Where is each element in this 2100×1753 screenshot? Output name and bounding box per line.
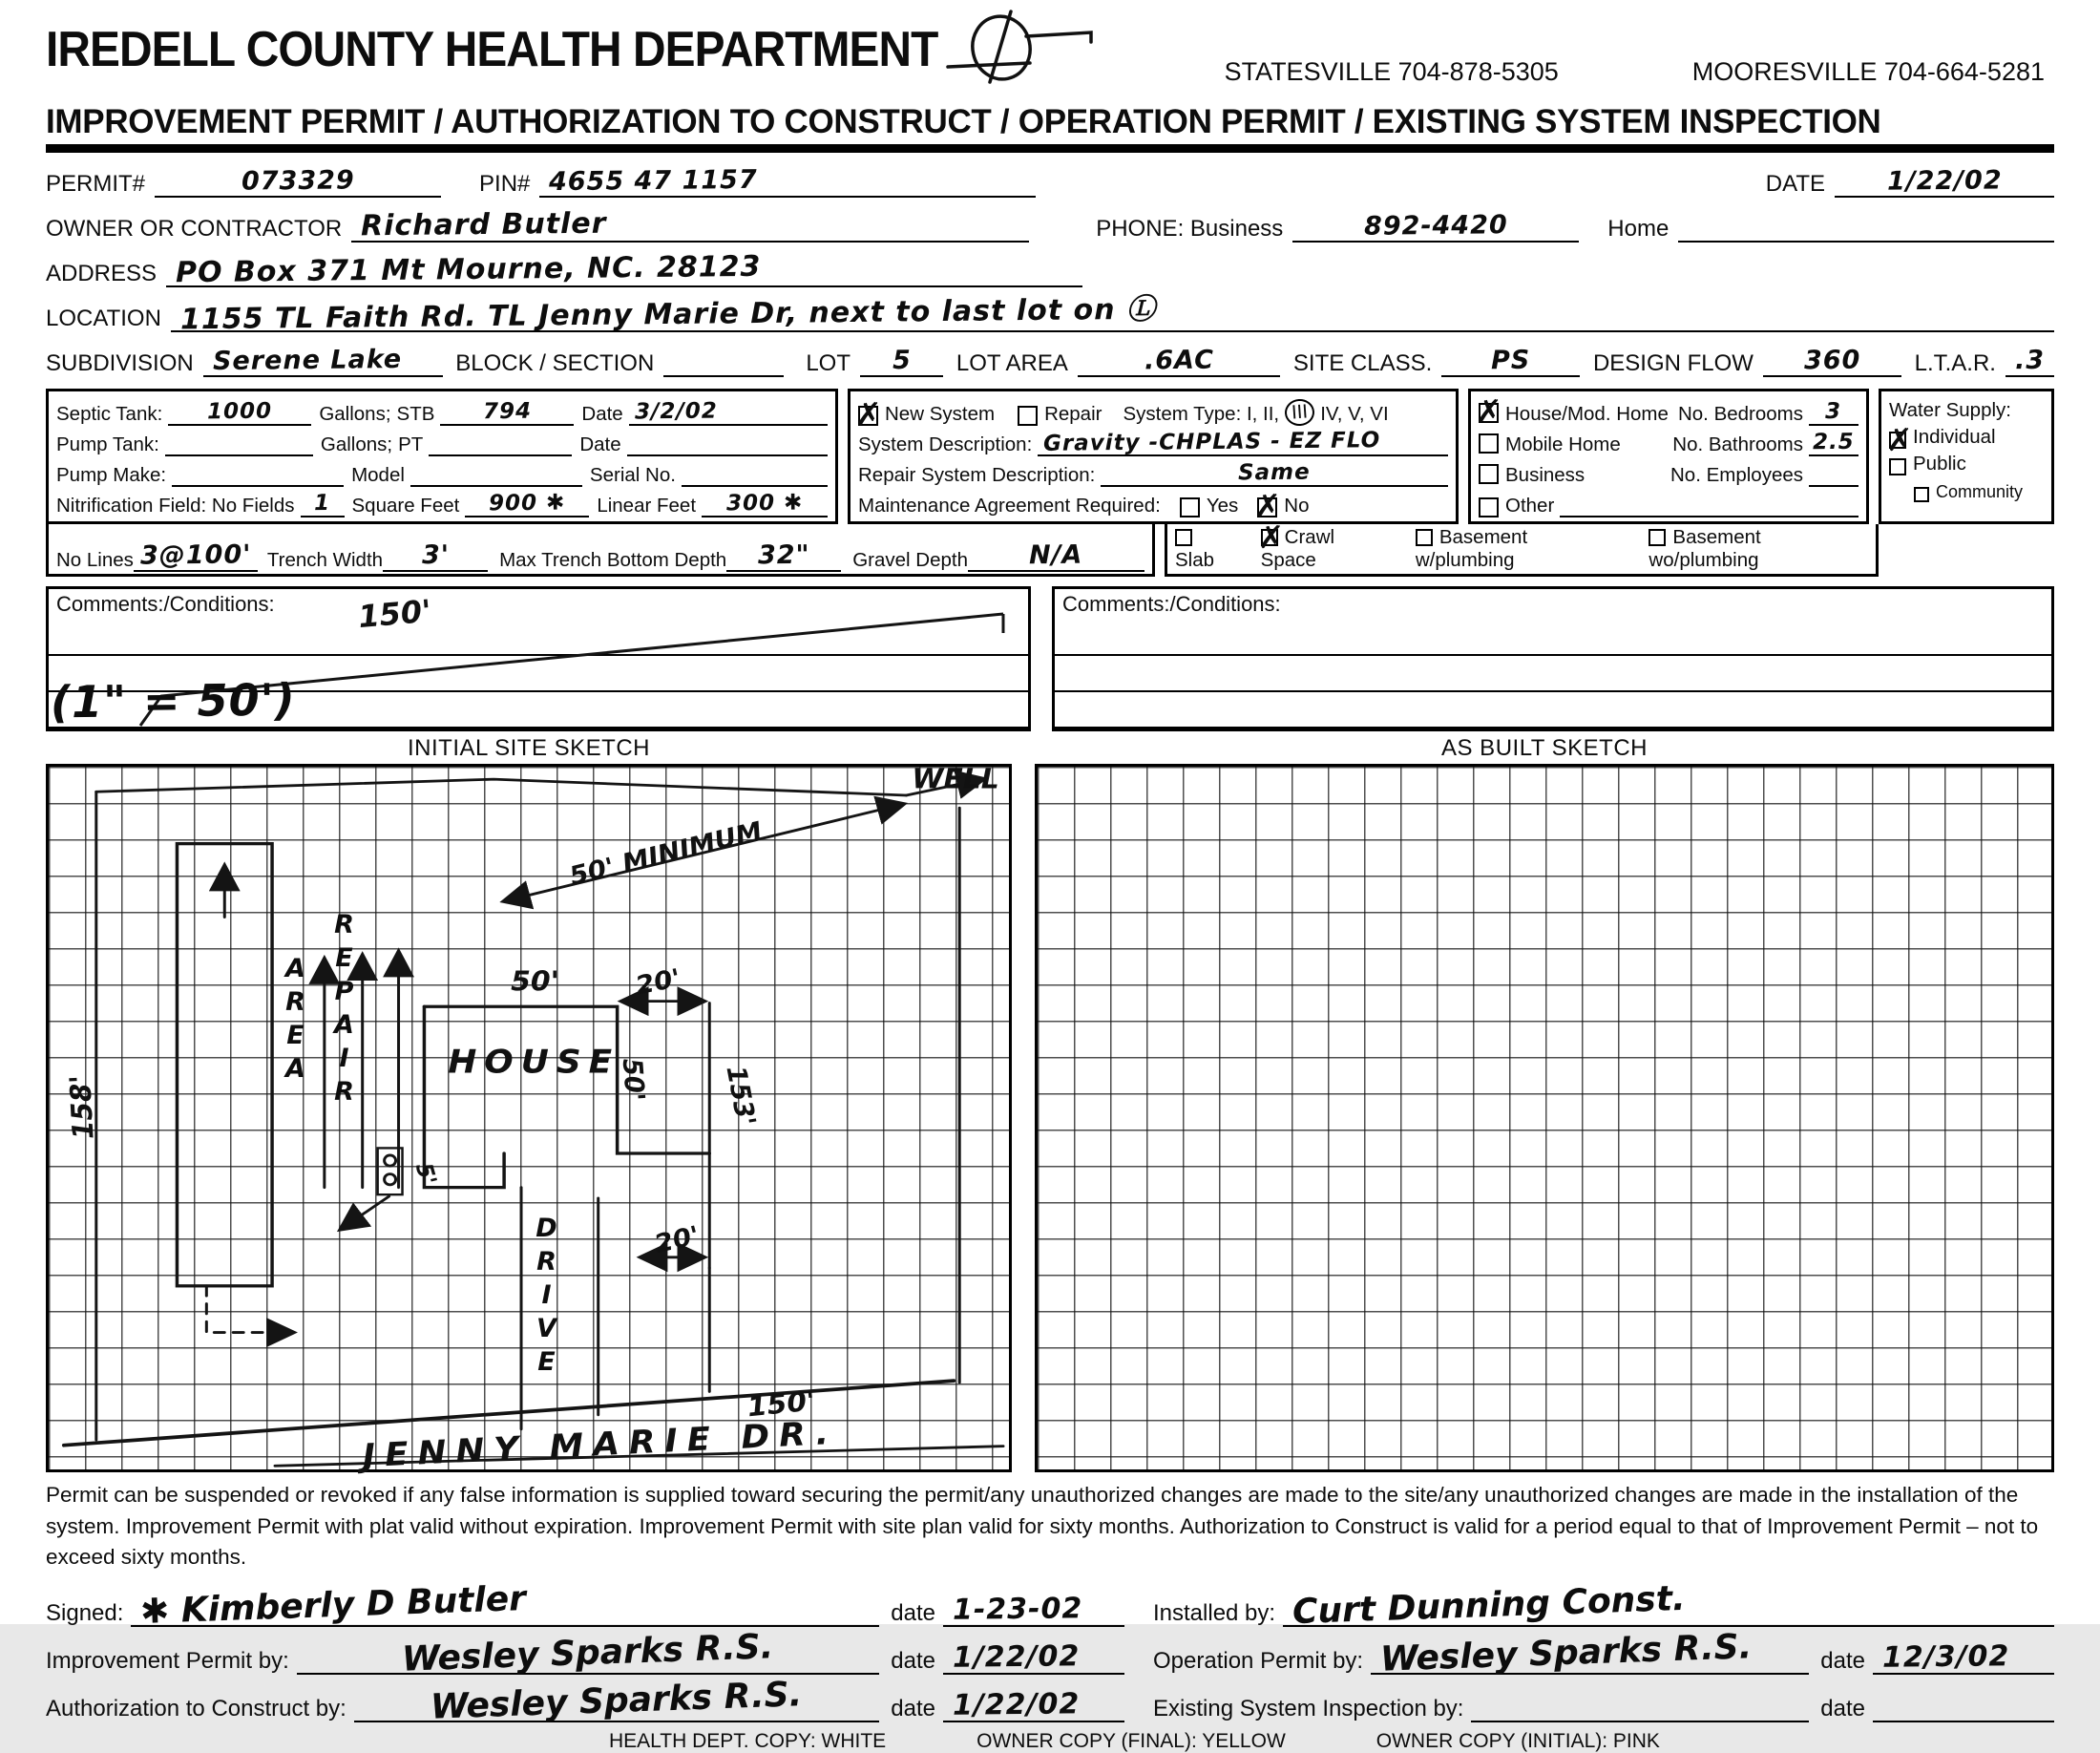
max-trench-field: 32" bbox=[726, 539, 841, 572]
comments-left-box bbox=[46, 586, 1031, 731]
phone-home-field bbox=[1678, 210, 2054, 243]
owner-label: OWNER OR CONTRACTOR bbox=[46, 216, 343, 242]
rule-line bbox=[1055, 620, 2051, 656]
operation-label: Operation Permit by: bbox=[1153, 1647, 1364, 1674]
checkbox-maint-yes bbox=[1180, 497, 1200, 517]
comments-left-label: Comments:/Conditions: bbox=[56, 592, 275, 616]
serial-field bbox=[682, 462, 828, 487]
dim-50-right: 50' bbox=[616, 1057, 650, 1103]
repair-desc-field: Same bbox=[1101, 461, 1448, 487]
maintenance-label: Maintenance Agreement Required: bbox=[858, 495, 1161, 517]
as-built-sketch-grid bbox=[1035, 764, 2054, 1472]
installed-field: Curt Dunning Const. bbox=[1283, 1586, 2054, 1627]
checkbox-individual: ✗ bbox=[1886, 421, 1913, 458]
checkbox-public bbox=[1889, 458, 1906, 475]
copy-labels bbox=[609, 1730, 2054, 1753]
copy-label-pink: OWNER COPY (INITIAL): PINK bbox=[1376, 1729, 1660, 1752]
as-built-sketch-col bbox=[1035, 735, 2054, 1472]
copy-label-yellow: OWNER COPY (FINAL): YELLOW bbox=[976, 1729, 1286, 1752]
nitrification-label: Nitrification Field: No Fields bbox=[56, 495, 295, 517]
linear-feet-field: 300 ✱ bbox=[702, 492, 828, 517]
employees-field bbox=[1809, 462, 1858, 487]
scale-note: (1" = 50') bbox=[50, 673, 296, 729]
structure-box: ✗ House/Mod. Home No. Bedrooms 3 Mobile Home No. Bathrooms 2.5 Business No. Employees Other bbox=[1468, 389, 1869, 524]
signed-row: Signed: ✱ Kimberly D Butler date 1-23-02 bbox=[46, 1583, 1124, 1627]
system-desc-label: System Description: bbox=[858, 433, 1033, 455]
checkbox-maint-no: ✗ bbox=[1254, 487, 1281, 524]
checkbox-community bbox=[1914, 487, 1929, 502]
crawl-label: Crawl Space bbox=[1260, 526, 1335, 571]
slab-label: Slab bbox=[1175, 549, 1215, 571]
checkbox-house: ✗ bbox=[1476, 392, 1502, 430]
trench-strip: No Lines 3@100' Trench Width 3' Max Trench Bottom Depth 32" Gravel Depth N/A bbox=[46, 524, 1155, 577]
individual-label: Individual bbox=[1913, 426, 1996, 448]
operation-date-field: 12/3/02 bbox=[1873, 1641, 2054, 1675]
improvement-date-field: 1/22/02 bbox=[943, 1641, 1124, 1675]
square-feet-field: 900 ✱ bbox=[465, 492, 589, 517]
drive-label: DRIVE bbox=[532, 1214, 561, 1381]
phone-business-field: 892-4420 bbox=[1292, 210, 1579, 243]
checkbox-crawl: ✗ bbox=[1257, 518, 1285, 556]
installed-label: Installed by: bbox=[1153, 1599, 1276, 1626]
no-lines-field: 3@100' bbox=[134, 539, 258, 572]
house-label: House/Mod. Home bbox=[1505, 403, 1669, 425]
header bbox=[46, 21, 2054, 103]
public-label: Public bbox=[1913, 453, 1966, 475]
stb-field: 794 bbox=[440, 400, 574, 426]
sketch-section bbox=[46, 735, 2054, 1476]
subdivision-field: Serene Lake bbox=[203, 345, 443, 377]
checkbox-mobile bbox=[1479, 433, 1499, 454]
road-label: JENNY MARIE DR. bbox=[361, 1414, 839, 1476]
mobile-label: Mobile Home bbox=[1505, 433, 1621, 455]
ltar-label: L.T.A.R. bbox=[1914, 350, 1996, 376]
gravel-depth-field: N/A bbox=[968, 539, 1144, 572]
site-class-field: PS bbox=[1441, 345, 1580, 377]
operation-row: Operation Permit by: Wesley Sparks R.S. date 12/3/02 bbox=[1153, 1631, 2054, 1675]
improvement-field: Wesley Sparks R.S. bbox=[297, 1634, 880, 1675]
dim-158: 158' bbox=[63, 1074, 100, 1141]
site-class-label: SITE CLASS. bbox=[1292, 350, 1433, 376]
dim-150-top: 150' bbox=[356, 592, 433, 636]
lot-field: 5 bbox=[860, 345, 943, 377]
checkbox-repair bbox=[1018, 406, 1038, 426]
authorization-label: Authorization to Construct by: bbox=[46, 1695, 346, 1721]
mooresville-phone: MOORESVILLE 704-664-5281 bbox=[1691, 57, 2045, 86]
copy-label-white: HEALTH DEPT. COPY: WHITE bbox=[609, 1729, 887, 1752]
initial-sketch-title: INITIAL SITE SKETCH bbox=[408, 735, 650, 761]
site-sketch-svg bbox=[49, 763, 1009, 1476]
subdivision-label: SUBDIVISION bbox=[46, 350, 194, 376]
dim-20-top: 20' bbox=[633, 963, 684, 1002]
signed-label: Signed: bbox=[46, 1599, 124, 1626]
improvement-row: Improvement Permit by: Wesley Sparks R.S. date 1/22/02 bbox=[46, 1631, 1124, 1675]
installed-row bbox=[1153, 1578, 2054, 1633]
date-field: 1/22/02 bbox=[1835, 165, 2054, 198]
tank-box: Septic Tank: 1000 Gallons; STB 794 Date 3/2/02 Pump Tank: Gallons; PT Date Pump Make: Model Serial No. Nitrification Field: No Fields 1 Square Feet 900 ✱ Linear Feet 300 ✱ bbox=[46, 389, 838, 524]
checkbox-slab bbox=[1175, 529, 1192, 546]
dim-20-bottom: 20' bbox=[651, 1220, 704, 1259]
permit-field: 073329 bbox=[155, 165, 441, 198]
lot-area-label: LOT AREA bbox=[956, 350, 1068, 376]
signature-section bbox=[46, 1578, 2054, 1727]
stb-date-field: 3/2/02 bbox=[629, 400, 828, 426]
repair-label: Repair bbox=[1044, 403, 1102, 425]
comments-section bbox=[46, 586, 2054, 731]
asterisk-mark: ✱ bbox=[139, 1591, 171, 1632]
other-field bbox=[1560, 493, 1858, 517]
system-desc-field: Gravity -CHPLAS - EZ FLO bbox=[1038, 431, 1448, 456]
statesville-phone: STATESVILLE 704-878-5305 bbox=[1224, 57, 1559, 86]
existing-field bbox=[1471, 1690, 1809, 1722]
authorization-row: Authorization to Construct by: Wesley Sparks R.S. date 1/22/02 bbox=[46, 1679, 1124, 1722]
block-section-label: BLOCK / SECTION bbox=[455, 350, 655, 376]
repair-desc-label: Repair System Description: bbox=[858, 464, 1096, 486]
location-row bbox=[46, 292, 2054, 337]
permit-row bbox=[46, 161, 2054, 198]
pt-field bbox=[429, 432, 572, 456]
well-label: WELL bbox=[912, 763, 999, 795]
dim-50-top: 50' bbox=[511, 965, 559, 998]
system-info-boxes bbox=[46, 389, 2054, 577]
x-mark: ✗ bbox=[855, 395, 882, 433]
septic-tank-label: Septic Tank: bbox=[56, 403, 163, 425]
house-label: HOUSE bbox=[448, 1044, 620, 1082]
date-label: DATE bbox=[1765, 171, 1825, 197]
location-field: 1155 TL Faith Rd. TL Jenny Marie Dr, next to last lot on Ⓛ bbox=[171, 299, 2054, 332]
system-type-label: System Type: I, II, bbox=[1123, 403, 1280, 425]
dim-153: 153' bbox=[720, 1064, 762, 1129]
basement-w-label: Basement w/plumbing bbox=[1415, 526, 1528, 571]
pump-make-label: Pump Make: bbox=[56, 464, 167, 486]
owner-row bbox=[46, 206, 2054, 243]
phone-business-label: PHONE: Business bbox=[1096, 216, 1284, 242]
owner-field: Richard Butler bbox=[351, 209, 1029, 243]
rule-line bbox=[1055, 656, 2051, 692]
repair-area-label-word1: REPAIR bbox=[329, 910, 359, 1110]
improvement-label: Improvement Permit by: bbox=[46, 1647, 289, 1674]
lot-area-field: .6AC bbox=[1078, 345, 1281, 377]
pt-date-field bbox=[627, 432, 828, 456]
checkbox-new-system bbox=[855, 395, 882, 433]
block-section-field bbox=[663, 345, 784, 377]
operation-field: Wesley Sparks R.S. bbox=[1371, 1634, 1809, 1675]
septic-tank-field: 1000 bbox=[168, 400, 311, 426]
stb-label: STB bbox=[396, 403, 435, 425]
signed-date-field: 1-23-02 bbox=[943, 1594, 1124, 1627]
phone-home-label: Home bbox=[1607, 216, 1670, 242]
model-field bbox=[410, 462, 582, 487]
address-label: ADDRESS bbox=[46, 261, 158, 286]
ltar-field: .3 bbox=[2006, 345, 2054, 377]
existing-date-field bbox=[1873, 1690, 2054, 1722]
comments-right-label: Comments:/Conditions: bbox=[1062, 592, 1281, 616]
maint-no-label: No bbox=[1284, 495, 1310, 517]
pen-oval-mark bbox=[938, 8, 1129, 84]
rule-line bbox=[1055, 692, 2051, 729]
no-lines-label: No Lines bbox=[56, 549, 134, 571]
business-label: Business bbox=[1505, 464, 1586, 486]
water-supply-title: Water Supply: bbox=[1889, 399, 2011, 421]
signed-field: ✱ Kimberly D Butler bbox=[131, 1586, 879, 1627]
address-field: PO Box 371 Mt Mourne, NC. 28123 bbox=[166, 254, 1082, 287]
existing-label: Existing System Inspection by: bbox=[1153, 1695, 1464, 1721]
dim-150-bottom: 150' bbox=[746, 1384, 817, 1424]
system-type-circled: III bbox=[1284, 398, 1315, 427]
authorization-field: Wesley Sparks R.S. bbox=[354, 1681, 879, 1722]
pump-make-field bbox=[172, 462, 344, 487]
foundation-strip bbox=[1165, 518, 1879, 577]
system-box: ✗ New System Repair System Type: I, II, III IV, V, VI System Description: Gravity -CHPLAS - EZ FLO Repair System Description: Same Maintenance Agreement Required: Yes ✗ No bbox=[848, 389, 1459, 524]
no-fields-field: 1 bbox=[301, 492, 345, 517]
as-built-sketch-title: AS BUILT SKETCH bbox=[1441, 735, 1648, 761]
pump-tank-field bbox=[165, 432, 313, 456]
comments-right-box bbox=[1052, 586, 2054, 731]
dim-5: 5' bbox=[410, 1160, 442, 1188]
checkbox-business bbox=[1479, 464, 1499, 484]
initial-sketch-grid bbox=[46, 763, 1012, 1476]
bedrooms-field: 3 bbox=[1809, 400, 1858, 426]
design-flow-label: DESIGN FLOW bbox=[1592, 350, 1754, 376]
pin-field: 4655 47 1157 bbox=[539, 165, 1036, 198]
minimum-label: 50' MINIMUM bbox=[566, 816, 766, 892]
permit-label: PERMIT# bbox=[46, 171, 146, 197]
page-title: IREDELL COUNTY HEALTH DEPARTMENT bbox=[46, 22, 938, 77]
repair-area-label-word2: AREA bbox=[281, 954, 310, 1088]
basement-wo-label: Basement wo/plumbing bbox=[1648, 526, 1761, 571]
checkbox-other bbox=[1479, 497, 1499, 517]
initial-sketch-col bbox=[46, 735, 1012, 1476]
pin-label: PIN# bbox=[479, 171, 531, 197]
form-subtitle: IMPROVEMENT PERMIT / AUTHORIZATION TO CONSTRUCT / OPERATION PERMIT / EXISTING SYSTEM INSPECTION bbox=[46, 103, 2054, 153]
checkbox-basement-w bbox=[1416, 529, 1433, 546]
community-label: Community bbox=[1936, 482, 2024, 501]
lot-label: LOT bbox=[806, 350, 851, 376]
location-label: LOCATION bbox=[46, 306, 161, 331]
design-flow-field: 360 bbox=[1763, 345, 1901, 377]
maint-yes-label: Yes bbox=[1206, 495, 1239, 517]
bathrooms-field: 2.5 bbox=[1809, 431, 1858, 456]
checkbox-basement-wo bbox=[1648, 529, 1666, 546]
existing-row: Existing System Inspection by: date bbox=[1153, 1679, 2054, 1722]
new-system-label: New System bbox=[885, 403, 996, 425]
pt-label: PT bbox=[398, 433, 424, 455]
subdivision-row bbox=[46, 341, 2054, 377]
other-label: Other bbox=[1505, 495, 1555, 517]
authorization-date-field: 1/22/02 bbox=[943, 1689, 1124, 1722]
trench-width-field: 3' bbox=[383, 539, 488, 572]
address-row bbox=[46, 249, 2054, 290]
pump-tank-label: Pump Tank: bbox=[56, 433, 159, 455]
water-supply-box bbox=[1879, 389, 2054, 524]
fine-print: Permit can be suspended or revoked if any false information is supplied toward securing the permit/any unauthorized changes are made to the site/any unauthorized changes are made in the installation of the system. Improvement Permit with plat valid without expiration. Improvement Permit with site plan valid for sixty months. Authorization to Construct is valid for a period equal to that of Improvement Permit – not to exceed sixty months. bbox=[46, 1483, 2039, 1570]
